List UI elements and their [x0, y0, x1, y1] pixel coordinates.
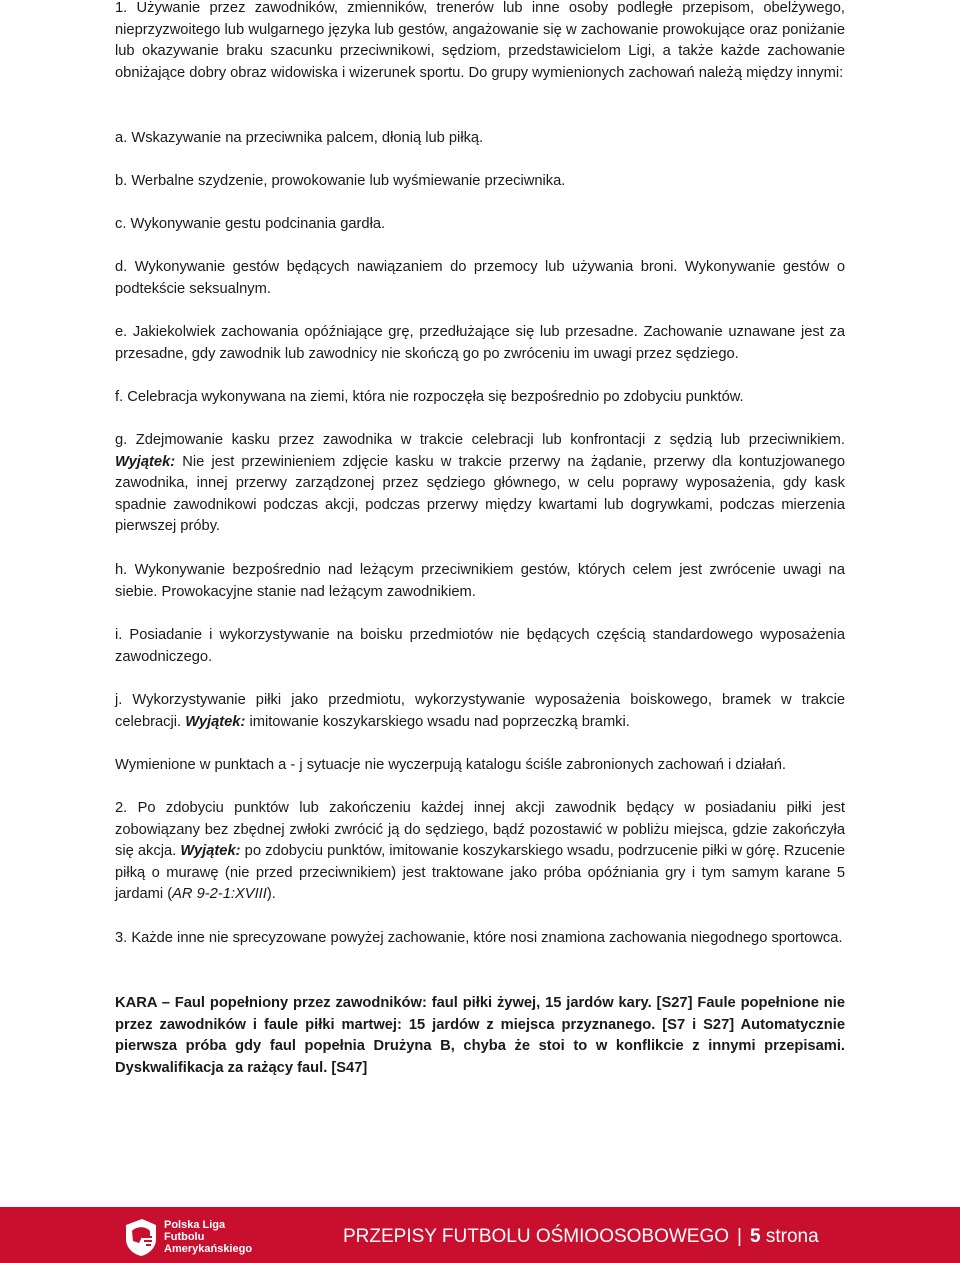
paragraph-3: 3. Każde inne nie sprecyzowane powyżej zachowanie, które nosi znamiona zachowania niegodnego sportowca. — [115, 930, 843, 946]
item-g-text: g. Zdejmowanie kasku przez zawodnika w trakcie celebracji lub konfrontacji z sędzią lub przeciwnikiem. — [115, 432, 845, 448]
paragraph-2 — [115, 798, 845, 906]
page-number: 5 — [749, 1226, 761, 1247]
exception-label: Wyjątek: — [185, 713, 246, 730]
exception-label: Wyjątek: — [180, 843, 241, 860]
item-d: d. Wykonywanie gestów będących nawiązaniem do przemocy lub używania broni. Wykonywanie gestów o podtekście seksualnym. — [115, 259, 845, 297]
item-h: h. Wykonywanie bezpośrednio nad leżącym przeciwnikiem gestów, których celem jest zwrócenie uwagi na siebie. Prowokacyjne stanie nad leżącym zawodnikiem. — [115, 562, 845, 600]
logo-text: Polska Liga Futbolu Amerykańskiego — [164, 1219, 253, 1255]
item-i: i. Posiadanie i wykorzystywanie na boisku przedmiotów nie będących częścią standardowego wyposażenia zawodniczego. — [115, 627, 845, 665]
page-footer — [0, 1207, 960, 1263]
item-j — [115, 690, 845, 733]
league-logo — [122, 1217, 272, 1257]
paragraph-2-text: 2. Po zdobyciu punktów lub zakończeniu każdej innej akcji zawodnik będący w posiadaniu piłki jest zobowiązany bez zbędnej zwłoki zwrócić ją do sędziego, bądź pozostawić w pobliżu miejsca, gdzie zakończyła się akcja. — [115, 800, 845, 860]
document-title: PRZEPISY FUTBOLU OŚMIOOSOBOWEGO — [343, 1226, 730, 1247]
item-c: c. Wykonywanie gestu podcinania gardła. — [115, 216, 386, 232]
item-f: f. Celebracja wykonywana na ziemi, która nie rozpoczęła się bezpośrednio po zdobyciu punktów. — [115, 389, 744, 405]
rule-reference: AR 9-2-1:XVIII — [172, 886, 267, 903]
page-word: strona — [765, 1226, 819, 1247]
item-j-text: j. Wykorzystywanie piłki jako przedmiotu, wykorzystywanie wyposażenia boiskowego, bramek w trakcie celebracji. — [115, 692, 845, 730]
footer-title — [343, 1226, 819, 1248]
item-a: a. Wskazywanie na przeciwnika palcem, dłonią lub piłką. — [115, 130, 484, 146]
helmet-icon — [122, 1217, 160, 1257]
paragraph-2-end: ). — [266, 886, 276, 903]
item-j-exception: imitowanie koszykarskiego wsadu nad poprzeczką bramki. — [249, 713, 630, 730]
item-g-exception: Nie jest przewinieniem zdjęcie kasku w trakcie przerwy na żądanie, przerwy dla kontuzjowanego zawodnika, innej przerwy zarządzonej przez sędziego głównego, w celu poprawy wyposażenia, gdy kask spadnie zawodnikowi podczas akcji, podczas przerwy między kwartami lub dogrywkami, podczas mierzenia pierwszej próby. — [115, 453, 845, 535]
item-e: e. Jakiekolwiek zachowania opóźniające grę, przedłużające się lub przesadne. Zachowanie uznawane jest za przesadne, gdy zawodnik lub zawodnicy nie skończą go po zwróceniu im uwagi przez sędziego. — [115, 324, 845, 362]
summary-paragraph: Wymienione w punktach a - j sytuacje nie wyczerpują katalogu ściśle zabronionych zachowań i działań. — [115, 757, 786, 773]
paragraph-1: 1. Używanie przez zawodników, zmienników, trenerów lub inne osoby podległe przepisom, obelżywego, nieprzyzwoitego lub wulgarnego języka lub gestów, angażowanie się w zachowanie prowokujące oraz poniżanie lub okazywanie braku szacunku przeciwnikowi, sędziom, przedstawicielom Ligi, a także każde zachowanie obniżające dobry obraz widowiska i wizerunek sportu. Do grupy wymienionych zachowań należą między innymi: — [115, 0, 845, 81]
paragraph-2-exception: po zdobyciu punktów, imitowanie koszykarskiego wsadu, podrzucenie piłki w górę. Rzucenie piłką o murawę (nie przed przeciwnikiem) jest traktowane jako próba opóźniania gry i tym samym karane 5 jardami ( — [115, 843, 845, 903]
item-b: b. Werbalne szydzenie, prowokowanie lub wyśmiewanie przeciwnika. — [115, 173, 566, 189]
item-g — [115, 430, 845, 538]
exception-label: Wyjątek: — [115, 453, 176, 470]
penalty-paragraph: KARA – Faul popełniony przez zawodników: faul piłki żywej, 15 jardów kary. [S27] Faule popełnione nie przez zawodników i faule piłki martwej: 15 jardów z miejsca przyznanego. [S7 i S27] Automatycznie pierwsza próba gdy faul popełnia Drużyna B, chyba że stoi to w konflikcie z innymi przepisami. Dyskwalifikacja za rażący faul. [S47] — [115, 995, 845, 1076]
separator: | — [737, 1226, 742, 1247]
